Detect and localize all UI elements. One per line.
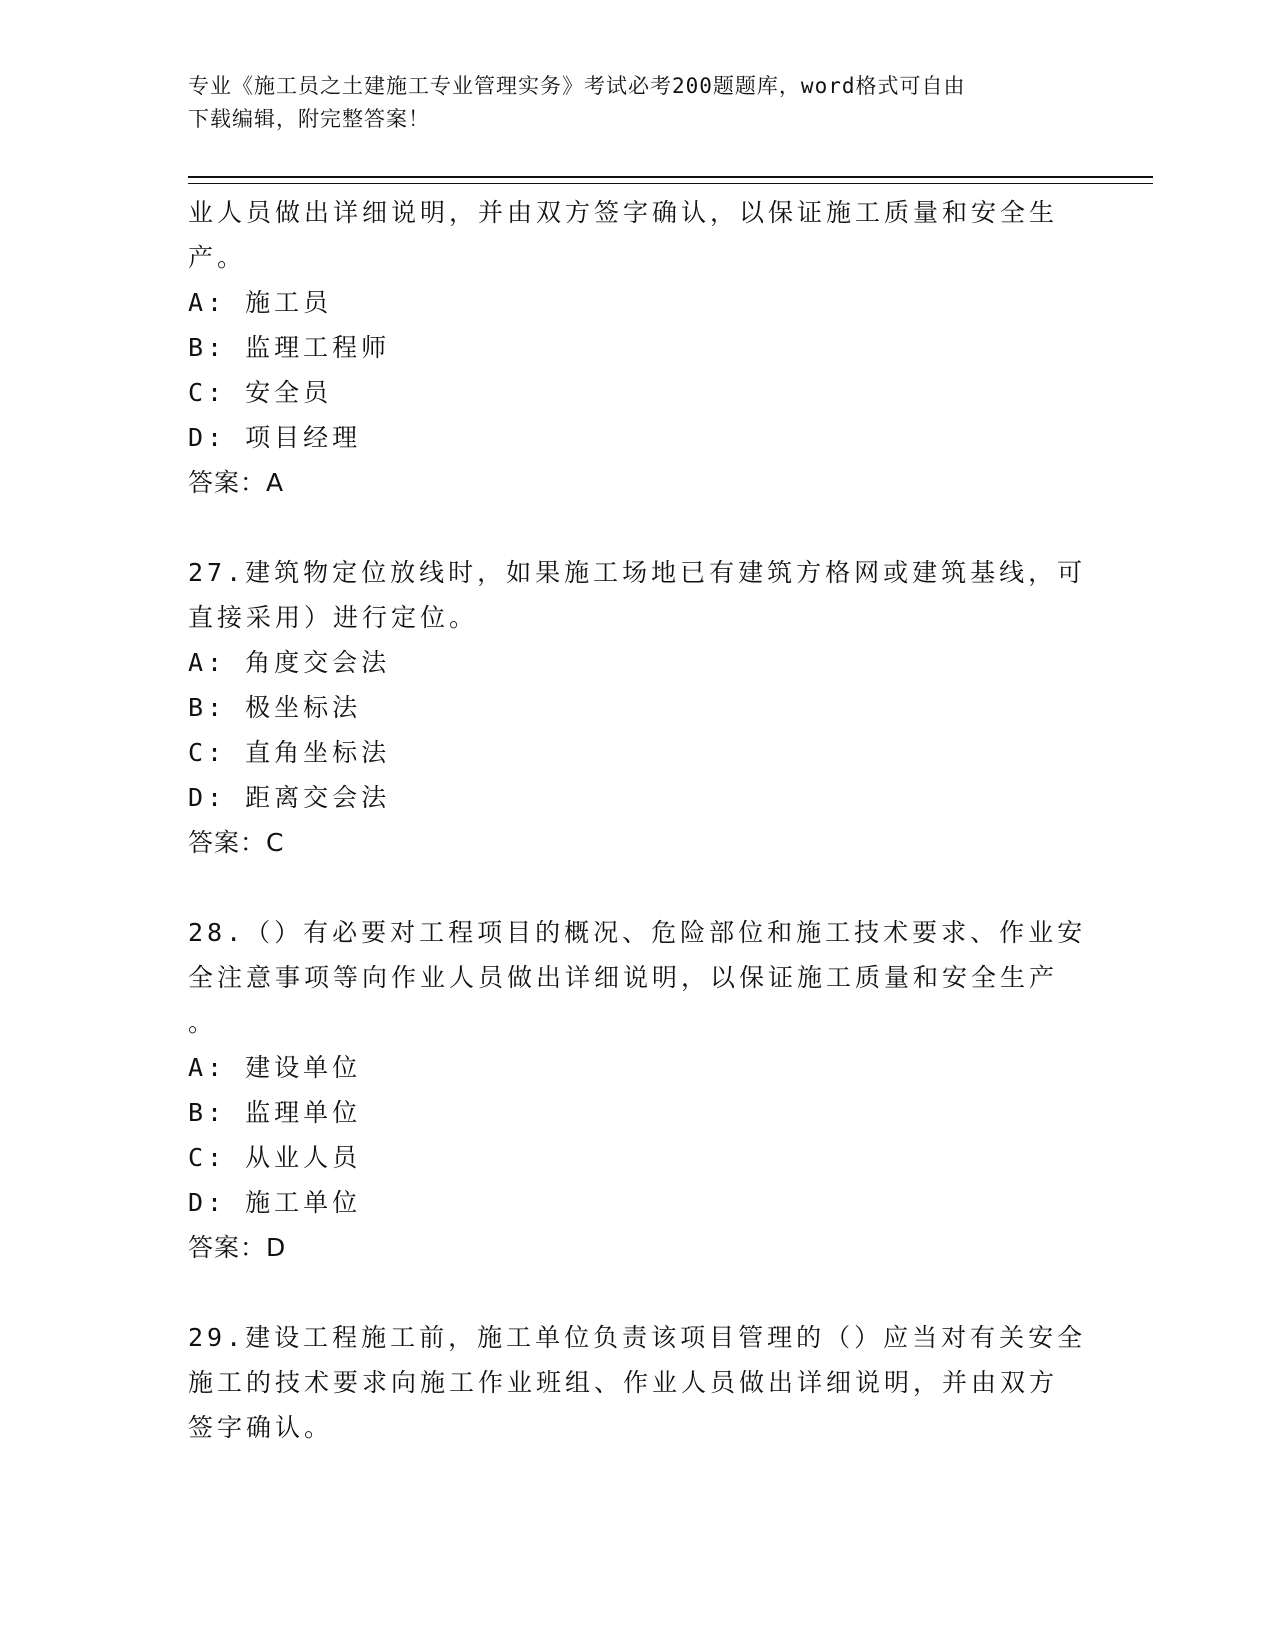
answer: 答案：D <box>188 1233 287 1262</box>
question-text-line: 28.（）有必要对工程项目的概况、危险部位和施工技术要求、作业安 <box>188 918 1087 947</box>
option-d: D: 施工单位 <box>188 1188 362 1217</box>
question-28 <box>188 910 1088 1270</box>
option-b: B: 监理工程师 <box>188 333 391 362</box>
option-c: C: 从业人员 <box>188 1143 362 1172</box>
question-26-continued <box>188 190 1088 505</box>
question-text-line: 。 <box>188 1008 218 1037</box>
question-text-line: 全注意事项等向作业人员做出详细说明，以保证施工质量和安全生产 <box>188 963 1059 992</box>
option-b: B: 极坐标法 <box>188 693 362 722</box>
answer: 答案：C <box>188 828 285 857</box>
header-line-2: 下载编辑，附完整答案！ <box>188 107 430 131</box>
question-text-line: 签字确认。 <box>188 1413 334 1442</box>
question-text-line: 27.建筑物定位放线时，如果施工场地已有建筑方格网或建筑基线，可 <box>188 558 1087 587</box>
answer: 答案：A <box>188 468 285 497</box>
option-d: D: 项目经理 <box>188 423 362 452</box>
header-text <box>188 70 1068 136</box>
option-c: C: 安全员 <box>188 378 333 407</box>
header-divider <box>188 176 1153 184</box>
question-27 <box>188 550 1088 865</box>
question-text-line: 施工的技术要求向施工作业班组、作业人员做出详细说明，并由双方 <box>188 1368 1059 1397</box>
header-line-1: 专业《施工员之土建施工专业管理实务》考试必考200题题库，word格式可自由 <box>188 74 966 98</box>
option-a: A: 角度交会法 <box>188 648 391 677</box>
option-a: A: 建设单位 <box>188 1053 362 1082</box>
question-text-line: 29.建设工程施工前，施工单位负责该项目管理的（）应当对有关安全 <box>188 1323 1087 1352</box>
question-29 <box>188 1315 1088 1450</box>
option-d: D: 距离交会法 <box>188 783 391 812</box>
question-list <box>188 190 1088 1450</box>
option-b: B: 监理单位 <box>188 1098 362 1127</box>
option-c: C: 直角坐标法 <box>188 738 391 767</box>
option-a: A: 施工员 <box>188 288 333 317</box>
question-text-line: 直接采用）进行定位。 <box>188 603 479 632</box>
question-text-line: 产。 <box>188 243 247 272</box>
question-text-line: 业人员做出详细说明，并由双方签字确认，以保证施工质量和安全生 <box>188 198 1059 227</box>
